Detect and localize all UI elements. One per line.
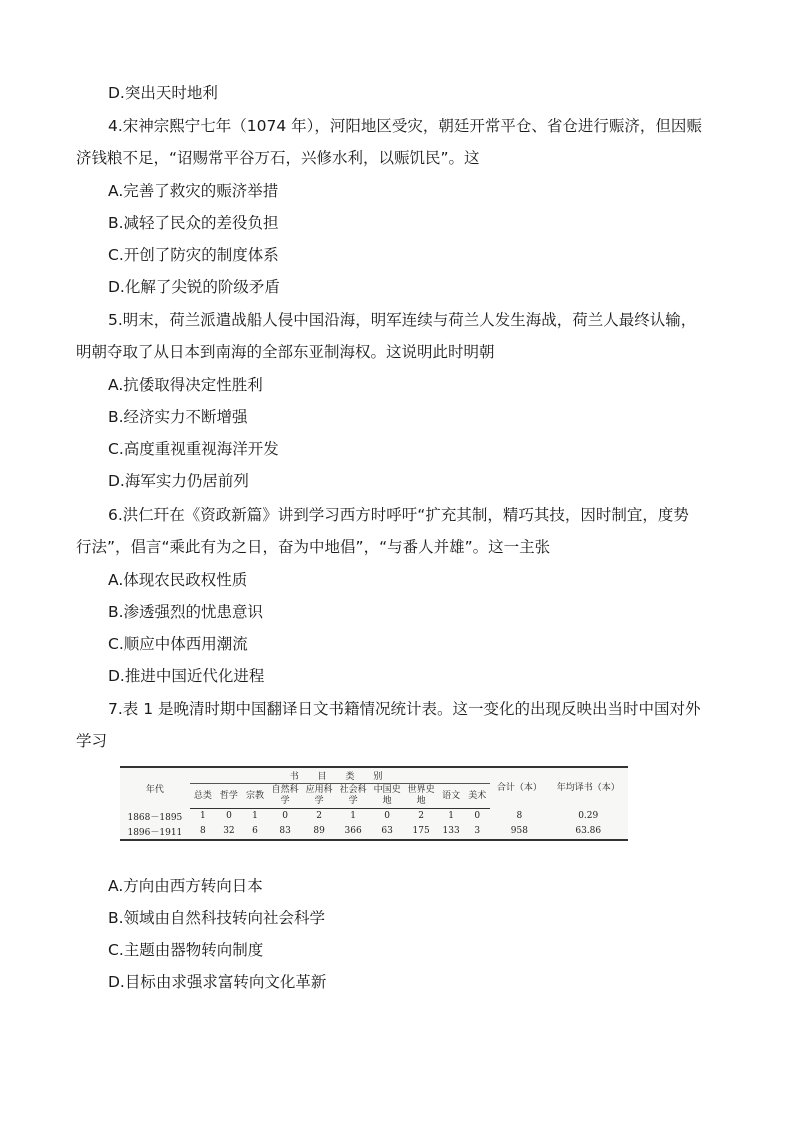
cat-header: 美术 [464,784,490,809]
q4-option-c: C.开创了防灾的制度体系 [108,246,279,264]
value-cell: 6 [242,824,268,840]
value-cell: 1 [350,811,356,822]
cat-header: 语文 [438,784,464,809]
value-cell: 8 [190,824,216,840]
value-cell: 0 [226,811,232,822]
cat-header: 自然科学 [268,784,302,809]
col-avg-header: 年均译书（本） [548,767,628,809]
q5-stem-line1: 5.明末，荷兰派遣战船人侵中国沿海，明军连续与荷兰人发生海战，荷兰人最终认输， [108,311,697,329]
q5-option-c: C.高度重视重视海洋开发 [108,440,279,458]
value-cell: 32 [216,824,242,840]
cat-header: 中国史地 [370,784,404,809]
avg-cell: 63.86 [548,824,628,840]
q6-option-a: A.体现农民政权性质 [108,571,248,589]
value-cell: 133 [438,824,464,840]
q6-option-b: B.渗透强烈的忧患意识 [108,603,264,621]
value-cell: 0 [282,811,288,822]
value-cell: 0 [474,811,481,822]
q5-option-a: A.抗倭取得决定性胜利 [108,376,263,394]
q4-option-d: D.化解了尖锐的阶级矛盾 [108,278,280,296]
value-cell: 1 [448,811,455,822]
value-cell: 366 [336,824,370,840]
q7-option-b: B.领域由自然科技转向社会科学 [108,909,326,927]
q4-option-b: B.减轻了民众的差役负担 [108,214,279,232]
q3-option-d: D.突出天时地利 [108,84,218,102]
avg-cell: 0.29 [578,811,599,821]
value-cell: 1 [252,811,258,822]
value-cell: 2 [418,811,424,822]
category-group-header: 书 目 类 别 [190,767,491,784]
translation-stats-table [120,766,628,841]
q5-option-b: B.经济实力不断增强 [108,408,248,426]
cat-header: 哲学 [216,784,242,809]
cat-header: 应用科学 [302,784,336,809]
period-cell: 1896－1911 [120,824,190,840]
table-row [120,824,628,840]
q5-stem-line2: 明朝夺取了从日本到南海的全部东亚制海权。这说明此时明朝 [76,343,495,361]
value-cell: 89 [302,824,336,840]
cat-header: 社会科学 [336,784,370,809]
q7-stem-line2: 学习 [76,732,108,750]
q4-stem-line1: 4.宋神宗熙宁七年（1074 年），河阳地区受灾，朝廷开常平仓、省仓进行赈济，但因赈 [108,117,702,135]
value-cell: 3 [464,824,490,840]
q6-option-d: D.推进中国近代化进程 [108,667,265,685]
table-row [120,809,628,824]
q4-stem-line2: 济钱粮不足，“诏赐常平谷万石，兴修水利，以赈饥民”。这 [76,149,480,167]
value-cell: 0 [384,811,390,822]
q6-stem-line1: 6.洪仁玕在《资政新篇》讲到学习西方时呼吁“扩充其制，精巧其技，因时制宜，度势 [108,506,689,524]
value-cell: 63 [370,824,404,840]
q6-option-c: C.顺应中体西用潮流 [108,635,248,653]
q7-option-c: C.主题由器物转向制度 [108,941,264,959]
period-cell: 1868－1895 [127,812,183,823]
col-year-header: 年代 [120,767,190,809]
total-cell: 958 [490,824,548,840]
value-cell: 83 [268,824,302,840]
cat-header: 总类 [190,784,216,809]
total-cell: 8 [516,811,523,821]
col-total-header: 合计（本） [490,767,548,809]
q7-stem-line1: 7.表 1 是晚清时期中国翻译日文书籍情况统计表。这一变化的出现反映出当时中国对外 [108,700,701,718]
cat-header: 世界史地 [404,784,438,809]
q4-option-a: A.完善了救灾的赈济举措 [108,182,279,200]
value-cell: 2 [316,811,322,822]
q6-stem-line2: 行法”，倡言“乘此有为之日，奋为中地倡”，“与番人并雄”。这一主张 [76,538,551,556]
value-cell: 175 [404,824,438,840]
cat-header: 宗教 [242,784,268,809]
value-cell: 1 [199,811,206,822]
q5-option-d: D.海军实力仍居前列 [108,472,249,490]
q7-option-a: A.方向由西方转向日本 [108,877,263,895]
q7-option-d: D.目标由求强求富转向文化革新 [108,973,327,991]
